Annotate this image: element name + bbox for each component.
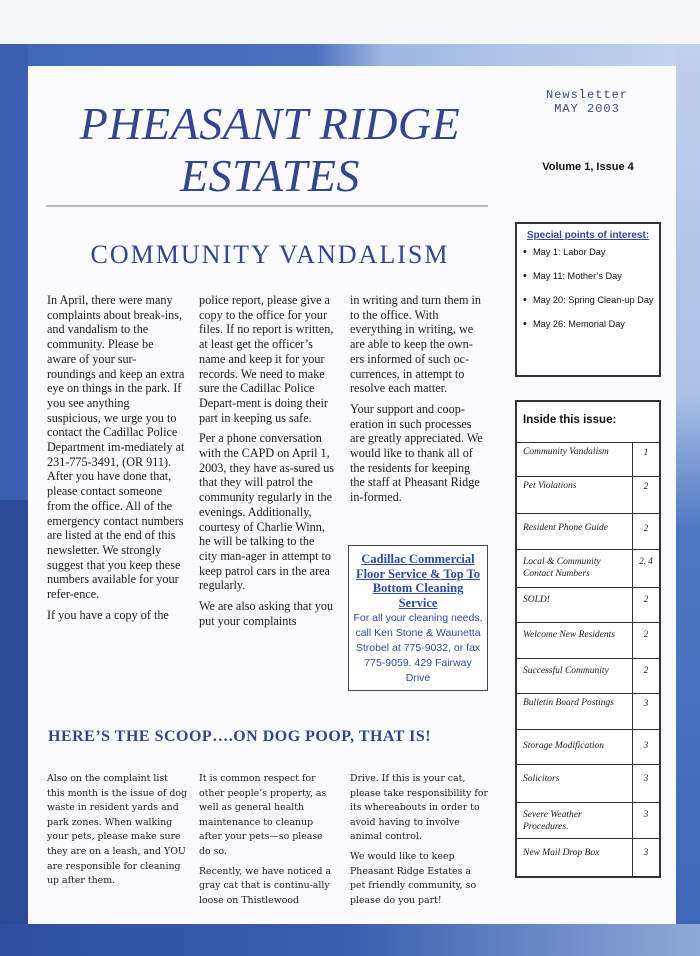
title-line-2: ESTATES bbox=[180, 150, 360, 201]
toc-item-page: 3 bbox=[643, 740, 649, 750]
toc-item-name: Storage Modification bbox=[517, 730, 633, 764]
ad-body: For all your cleaning needs, call Ken Stone & Waunetta Strobel at 775-9032, or fax 775-9059. 429 Fairway Drive bbox=[353, 612, 483, 684]
article1-column-1 bbox=[47, 293, 185, 628]
list-item: • May 20: Spring Clean-up Day bbox=[517, 295, 659, 319]
newsletter-date-block bbox=[522, 88, 652, 116]
toc-row bbox=[517, 764, 659, 802]
article1-column-2 bbox=[199, 293, 335, 634]
special-points-list bbox=[517, 247, 659, 343]
toc-item-page: 2 bbox=[643, 523, 649, 533]
article2-column-2 bbox=[199, 772, 337, 913]
toc-item-name: Welcome New Residents bbox=[517, 623, 633, 658]
toc-item-page: 3 bbox=[643, 773, 649, 783]
toc-row bbox=[517, 658, 659, 693]
toc-item-page: 3 bbox=[643, 698, 649, 708]
paragraph: If you have a copy of the bbox=[47, 607, 169, 622]
paragraph: We would like to keep Pheasant Ridge Estates a pet friendly community, so please do you part! bbox=[350, 850, 477, 906]
paragraph: Recently, we have noticed a gray cat that is continu-ally loose on Thistlewood bbox=[199, 865, 332, 906]
article2-column-3 bbox=[350, 772, 488, 913]
toc-item-name: Severe Weather Procedures. bbox=[517, 803, 633, 838]
special-points-heading: Special points of interest: bbox=[526, 230, 650, 241]
paragraph: Per a phone conversation with the CAPD on April 1, 2003, they have as-sured us that they will patrol the community regularly in the evenings. Additionally, courtesy of Charlie Winn, he will be talking to the city man-ager in attempt to keep patrol cars in the area regularly. bbox=[199, 431, 335, 593]
ad-title: Cadillac Commercial Floor Service & Top To Bottom Cleaning Service bbox=[355, 552, 481, 610]
inside-this-issue-box bbox=[515, 400, 661, 878]
toc-item-page: 2, 4 bbox=[639, 556, 653, 566]
list-item: • May 26: Memorial Day bbox=[517, 319, 659, 343]
bottom-border-band bbox=[0, 924, 700, 956]
paragraph: In April, there were many complaints about break-ins, and vandalism to the community. Please be aware of your sur-roundings and keep an extra eye on things in the park. If you see anything suspicious, we urge you to contact the Cadillac Police Department im-mediately at 231-775-3491, (OR 911). After you have done that, please contact someone from the office. All of the emergency contact numbers are listed at the end of this newsletter. We strongly suggest that you keep these numbers available for your refer-ence. bbox=[47, 293, 185, 602]
article-title-dog-poop: HERE’S THE SCOOP….ON DOG POOP, THAT IS! bbox=[48, 728, 432, 745]
toc-item-page: 2 bbox=[643, 594, 649, 604]
article1-column-3 bbox=[350, 293, 486, 511]
title-line-1: PHEASANT RIDGE bbox=[79, 98, 461, 149]
article2-column-1 bbox=[47, 772, 187, 894]
list-item: • May 1: Labor Day bbox=[517, 247, 659, 271]
toc-item-page: 2 bbox=[643, 481, 649, 491]
toc-heading: Inside this issue: bbox=[523, 414, 617, 426]
top-border-band bbox=[0, 44, 700, 66]
toc-item-name: Resident Phone Guide bbox=[517, 514, 633, 549]
paragraph: Drive. If this is your cat, please take responsibility for its whereabouts in order to avoid having to involve animal control. bbox=[350, 773, 489, 843]
toc-item-name: Bulletin Board Postings bbox=[517, 694, 633, 729]
paragraph: Your support and coop-eration in such processes are greatly appreciated. We would like to thank all of the residents for keeping the staff at Pheasant Ridge in-formed. bbox=[350, 401, 483, 505]
toc-item-name: Pet Violations bbox=[517, 477, 633, 513]
toc-item-page: 1 bbox=[643, 447, 649, 457]
toc-row bbox=[517, 513, 659, 549]
cleaning-service-ad bbox=[348, 545, 488, 691]
toc-row bbox=[517, 838, 659, 876]
toc-item-name: SOLD! bbox=[517, 588, 633, 622]
newsletter-title bbox=[50, 98, 490, 202]
toc-item-name: Local & Community Contact Numbers bbox=[517, 550, 633, 587]
paragraph: It is common respect for other people’s property, as well as general health maintenance to cleanup after your pets—so please do so. bbox=[199, 773, 327, 857]
toc-item-page: 3 bbox=[643, 847, 649, 857]
volume-issue: Volume 1, Issue 4 bbox=[542, 161, 634, 173]
paragraph: Also on the complaint list this month is the issue of dog waste in resident yards and park zones. When walking your pets, please make sure they are on a leash, and YOU are responsible for cleaning up after them. bbox=[47, 773, 188, 887]
toc-item-name: Solicitors bbox=[517, 765, 633, 802]
issue-date: MAY 2003 bbox=[554, 102, 620, 116]
toc-row bbox=[517, 802, 659, 838]
toc-item-name: New Mail Drop Box bbox=[517, 839, 633, 876]
toc-item-page: 3 bbox=[643, 809, 649, 819]
title-divider bbox=[46, 205, 488, 207]
toc-row bbox=[517, 587, 659, 622]
toc-row bbox=[517, 693, 659, 729]
toc-row bbox=[517, 442, 659, 476]
toc-row bbox=[517, 476, 659, 513]
left-border-band-lower bbox=[0, 500, 28, 930]
right-border-band bbox=[676, 44, 700, 924]
toc-item-name: Successful Community bbox=[517, 659, 633, 693]
toc-row bbox=[517, 729, 659, 764]
newsletter-label: Newsletter bbox=[545, 88, 628, 102]
toc-row bbox=[517, 549, 659, 587]
paragraph: We are also asking that you put your complaints bbox=[199, 599, 334, 628]
list-item: • May 11: Mother’s Day bbox=[517, 271, 659, 295]
paragraph: police report, please give a copy to the office for your files. If no report is written, at least get the officer’s name and keep it for your records. We need to make sure the Cadillac Police Depart-ment is doing their part in keeping us safe. bbox=[199, 293, 334, 425]
article-title-vandalism: COMMUNITY VANDALISM bbox=[90, 240, 450, 269]
toc-row bbox=[517, 622, 659, 658]
toc-item-page: 2 bbox=[643, 665, 649, 675]
special-points-box bbox=[515, 222, 661, 377]
paragraph: in writing and turn them in to the office. With everything in writing, we are able to keep the own-ers informed of such oc-currences, in attempt to resolve each matter. bbox=[350, 293, 481, 396]
toc-item-name: Community Vandalism bbox=[517, 443, 633, 476]
toc-item-page: 2 bbox=[643, 629, 649, 639]
